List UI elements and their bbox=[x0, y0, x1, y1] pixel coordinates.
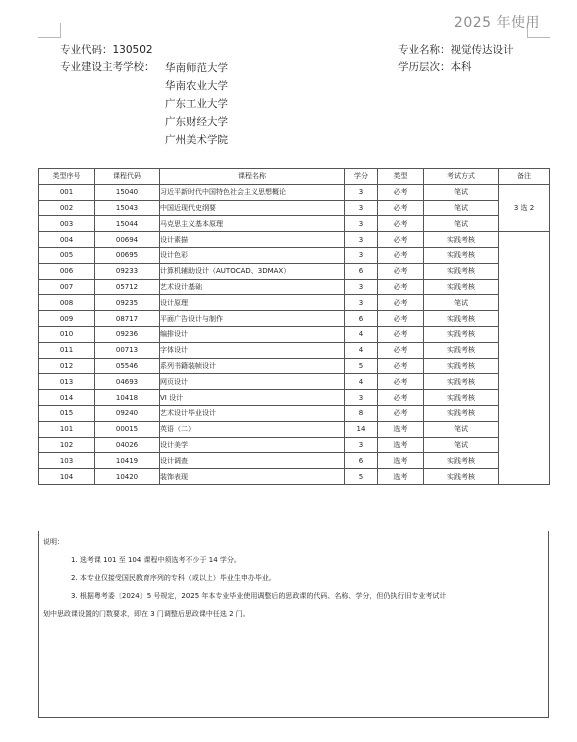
major-name: 专业名称：视觉传达设计 bbox=[398, 44, 514, 56]
type-number-cell: 014 bbox=[39, 390, 95, 406]
course-name-cell: 计算机辅助设计（AUTOCAD、3DMAX） bbox=[160, 263, 345, 279]
course-code-cell: 08717 bbox=[95, 311, 160, 327]
credit-cell: 3 bbox=[345, 216, 378, 232]
course-type-cell: 必考 bbox=[378, 184, 424, 200]
year-label: 2025 年使用 bbox=[453, 15, 540, 31]
credit-cell: 6 bbox=[345, 263, 378, 279]
credit-cell: 5 bbox=[345, 358, 378, 374]
credit-cell: 4 bbox=[345, 342, 378, 358]
course-type-cell: 必考 bbox=[378, 200, 424, 216]
table-row bbox=[39, 326, 550, 342]
course-type-cell: 必考 bbox=[378, 326, 424, 342]
type-number-cell: 011 bbox=[39, 342, 95, 358]
course-name-cell: 设计素描 bbox=[160, 232, 345, 248]
column-header: 类型 bbox=[378, 169, 424, 185]
course-code-cell: 09233 bbox=[95, 263, 160, 279]
notes-title: 说明： bbox=[43, 538, 64, 546]
course-type-cell: 必考 bbox=[378, 311, 424, 327]
course-type-cell: 选考 bbox=[378, 469, 424, 485]
course-code-cell: 15040 bbox=[95, 184, 160, 200]
exam-method-cell: 笔试 bbox=[424, 437, 499, 453]
exam-method-cell: 实践考核 bbox=[424, 374, 499, 390]
exam-method-cell: 笔试 bbox=[424, 295, 499, 311]
course-name-cell: 英语（二） bbox=[160, 421, 345, 437]
exam-method-cell: 笔试 bbox=[424, 216, 499, 232]
type-number-cell: 002 bbox=[39, 200, 95, 216]
major-code: 专业代码：130502 bbox=[60, 44, 153, 56]
course-name-cell: 马克思主义基本原理 bbox=[160, 216, 345, 232]
table-row bbox=[39, 469, 550, 485]
table-row bbox=[39, 263, 550, 279]
type-number-cell: 009 bbox=[39, 311, 95, 327]
course-code-cell: 00015 bbox=[95, 421, 160, 437]
type-number-cell: 102 bbox=[39, 437, 95, 453]
course-name-cell: VI 设计 bbox=[160, 390, 345, 406]
course-name-cell: 设计原理 bbox=[160, 295, 345, 311]
credit-cell: 14 bbox=[345, 421, 378, 437]
credit-cell: 5 bbox=[345, 469, 378, 485]
type-number-cell: 003 bbox=[39, 216, 95, 232]
table-row bbox=[39, 453, 550, 469]
course-type-cell: 必考 bbox=[378, 390, 424, 406]
course-code-cell: 05712 bbox=[95, 279, 160, 295]
note-item-continuation: 划中思政课设置的门数要求，即在 3 门调整后思政课中任选 2 门。 bbox=[43, 610, 250, 618]
course-code-cell: 10420 bbox=[95, 469, 160, 485]
course-name-cell: 设计色彩 bbox=[160, 247, 345, 263]
credit-cell: 3 bbox=[345, 247, 378, 263]
exam-method-cell: 实践考核 bbox=[424, 405, 499, 421]
notes-section bbox=[38, 531, 549, 718]
course-type-cell: 选考 bbox=[378, 421, 424, 437]
course-type-cell: 必考 bbox=[378, 374, 424, 390]
course-code-cell: 04693 bbox=[95, 374, 160, 390]
table-row bbox=[39, 247, 550, 263]
course-name-cell: 习近平新时代中国特色社会主义思想概论 bbox=[160, 184, 345, 200]
course-code-cell: 04026 bbox=[95, 437, 160, 453]
school-item: 华南师范大学 bbox=[165, 62, 228, 74]
table-row bbox=[39, 200, 550, 216]
credit-cell: 3 bbox=[345, 232, 378, 248]
exam-method-cell: 笔试 bbox=[424, 184, 499, 200]
course-type-cell: 必考 bbox=[378, 342, 424, 358]
course-code-cell: 10418 bbox=[95, 390, 160, 406]
type-number-cell: 006 bbox=[39, 263, 95, 279]
table-row bbox=[39, 311, 550, 327]
column-header: 学分 bbox=[345, 169, 378, 185]
note-item: 1. 选考课 101 至 104 课程中须选考不少于 14 学分。 bbox=[71, 556, 241, 564]
credit-cell: 3 bbox=[345, 437, 378, 453]
course-name-cell: 系列书籍装帧设计 bbox=[160, 358, 345, 374]
table-header-row bbox=[39, 169, 550, 185]
credit-cell: 6 bbox=[345, 453, 378, 469]
column-header: 课程代码 bbox=[95, 169, 160, 185]
table-row bbox=[39, 358, 550, 374]
course-code-cell: 15043 bbox=[95, 200, 160, 216]
type-number-cell: 008 bbox=[39, 295, 95, 311]
course-name-cell: 网页设计 bbox=[160, 374, 345, 390]
exam-method-cell: 实践考核 bbox=[424, 279, 499, 295]
type-number-cell: 015 bbox=[39, 405, 95, 421]
exam-method-cell: 实践考核 bbox=[424, 326, 499, 342]
exam-method-cell: 实践考核 bbox=[424, 342, 499, 358]
remark-cell-empty bbox=[499, 232, 550, 485]
credit-cell: 3 bbox=[345, 184, 378, 200]
table-row bbox=[39, 279, 550, 295]
credit-cell: 8 bbox=[345, 405, 378, 421]
course-type-cell: 必考 bbox=[378, 279, 424, 295]
course-code-cell: 10419 bbox=[95, 453, 160, 469]
course-code-cell: 15044 bbox=[95, 216, 160, 232]
course-code-cell: 00694 bbox=[95, 232, 160, 248]
type-number-cell: 013 bbox=[39, 374, 95, 390]
exam-method-cell: 实践考核 bbox=[424, 358, 499, 374]
table-row bbox=[39, 405, 550, 421]
course-type-cell: 必考 bbox=[378, 216, 424, 232]
course-type-cell: 选考 bbox=[378, 453, 424, 469]
course-name-cell: 设计调查 bbox=[160, 453, 345, 469]
table-row bbox=[39, 295, 550, 311]
exam-method-cell: 实践考核 bbox=[424, 232, 499, 248]
exam-method-cell: 实践考核 bbox=[424, 247, 499, 263]
course-name-cell: 装饰表现 bbox=[160, 469, 345, 485]
course-type-cell: 必考 bbox=[378, 295, 424, 311]
course-name-cell: 艺术设计基础 bbox=[160, 279, 345, 295]
note-item: 3. 根据粤考委〔2024〕5 号规定，2025 年本专业毕业使用调整后的思政课的代码、名称、学分，但仍执行旧专业考试计 bbox=[71, 592, 447, 600]
school-list bbox=[165, 59, 228, 149]
schools-label: 专业建设主考学校： bbox=[60, 61, 155, 73]
exam-method-cell: 实践考核 bbox=[424, 390, 499, 406]
school-item: 广州美术学院 bbox=[165, 134, 228, 146]
table-row bbox=[39, 342, 550, 358]
credit-cell: 6 bbox=[345, 311, 378, 327]
type-number-cell: 007 bbox=[39, 279, 95, 295]
exam-method-cell: 笔试 bbox=[424, 200, 499, 216]
education-level: 学历层次：本科 bbox=[398, 61, 472, 73]
course-table bbox=[38, 168, 550, 485]
column-header: 考试方式 bbox=[424, 169, 499, 185]
credit-cell: 3 bbox=[345, 200, 378, 216]
type-number-cell: 104 bbox=[39, 469, 95, 485]
course-type-cell: 必考 bbox=[378, 263, 424, 279]
course-name-cell: 编排设计 bbox=[160, 326, 345, 342]
credit-cell: 3 bbox=[345, 279, 378, 295]
course-code-cell: 09236 bbox=[95, 326, 160, 342]
course-code-cell: 00713 bbox=[95, 342, 160, 358]
type-number-cell: 010 bbox=[39, 326, 95, 342]
table-row bbox=[39, 374, 550, 390]
table-row bbox=[39, 216, 550, 232]
school-item: 广东工业大学 bbox=[165, 98, 228, 110]
course-type-cell: 必考 bbox=[378, 232, 424, 248]
table-row bbox=[39, 437, 550, 453]
course-name-cell: 艺术设计毕业设计 bbox=[160, 405, 345, 421]
course-type-cell: 选考 bbox=[378, 437, 424, 453]
credit-cell: 4 bbox=[345, 326, 378, 342]
type-number-cell: 004 bbox=[39, 232, 95, 248]
type-number-cell: 005 bbox=[39, 247, 95, 263]
type-number-cell: 012 bbox=[39, 358, 95, 374]
course-name-cell: 字体设计 bbox=[160, 342, 345, 358]
exam-method-cell: 实践考核 bbox=[424, 469, 499, 485]
column-header: 类型序号 bbox=[39, 169, 95, 185]
credit-cell: 4 bbox=[345, 374, 378, 390]
course-name-cell: 设计美学 bbox=[160, 437, 345, 453]
school-item: 华南农业大学 bbox=[165, 80, 228, 92]
course-code-cell: 09235 bbox=[95, 295, 160, 311]
course-type-cell: 必考 bbox=[378, 358, 424, 374]
exam-method-cell: 实践考核 bbox=[424, 311, 499, 327]
exam-method-cell: 实践考核 bbox=[424, 263, 499, 279]
credit-cell: 3 bbox=[345, 390, 378, 406]
column-header: 课程名称 bbox=[160, 169, 345, 185]
credit-cell: 3 bbox=[345, 295, 378, 311]
type-number-cell: 001 bbox=[39, 184, 95, 200]
table-row bbox=[39, 421, 550, 437]
course-code-cell: 09240 bbox=[95, 405, 160, 421]
course-name-cell: 中国近现代史纲要 bbox=[160, 200, 345, 216]
course-name-cell: 平面广告设计与制作 bbox=[160, 311, 345, 327]
table-row bbox=[39, 184, 550, 200]
course-code-cell: 00695 bbox=[95, 247, 160, 263]
school-item: 广东财经大学 bbox=[165, 116, 228, 128]
note-item: 2. 本专业仅接受国民教育序列的专科（或以上）毕业生申办毕业。 bbox=[71, 574, 276, 582]
course-type-cell: 必考 bbox=[378, 405, 424, 421]
type-number-cell: 101 bbox=[39, 421, 95, 437]
crop-mark-top-left bbox=[38, 23, 61, 38]
course-type-cell: 必考 bbox=[378, 247, 424, 263]
course-code-cell: 05546 bbox=[95, 358, 160, 374]
table-row bbox=[39, 232, 550, 248]
table-row bbox=[39, 390, 550, 406]
remark-cell: 3 选 2 bbox=[499, 184, 550, 231]
exam-method-cell: 笔试 bbox=[424, 421, 499, 437]
type-number-cell: 103 bbox=[39, 453, 95, 469]
exam-method-cell: 实践考核 bbox=[424, 453, 499, 469]
column-header: 备注 bbox=[499, 169, 550, 185]
